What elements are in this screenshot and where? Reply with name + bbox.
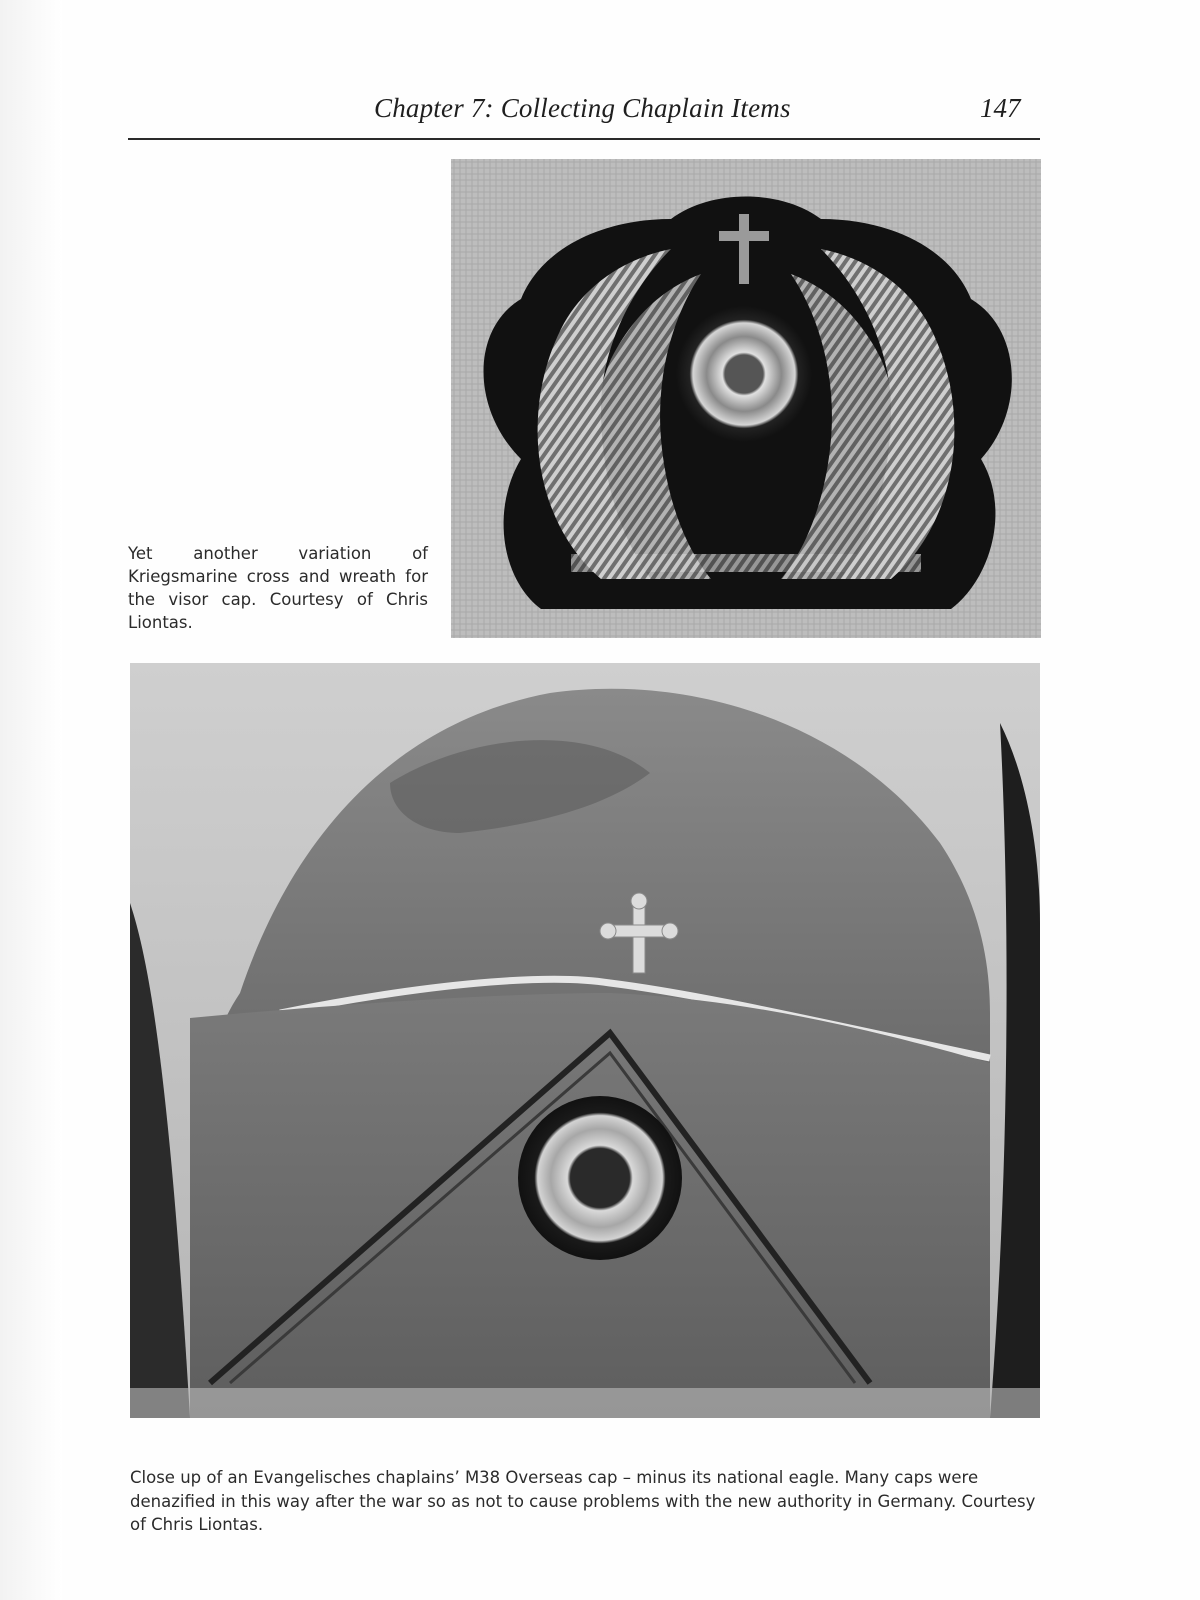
cap-photo-graphic <box>130 663 1040 1418</box>
caption-top-photo: Yet another variation of Kriegsmarine cross and wreath for the visor cap. Courtesy of Chris Liontas. <box>128 544 428 632</box>
caption-bottom-photo: Close up of an Evangelisches chaplains’ M38 Overseas cap – minus its national eagle. Many caps were denazified in this way after the war so as not to cause problems with the new authority in Germany. Courtesy of Chris Liontas. <box>130 1468 1036 1534</box>
photo-cross-wreath-badge <box>451 159 1041 638</box>
header-rule <box>128 138 1040 140</box>
running-header-title: Chapter 7: Collecting Chaplain Items <box>374 93 791 123</box>
scan-margin <box>0 0 62 1600</box>
cap-cockade <box>518 1096 682 1260</box>
badge-photo-graphic <box>451 159 1041 638</box>
photo-m38-overseas-cap <box>130 663 1040 1418</box>
page-number: 147 <box>980 93 1021 123</box>
cockade <box>676 306 812 442</box>
